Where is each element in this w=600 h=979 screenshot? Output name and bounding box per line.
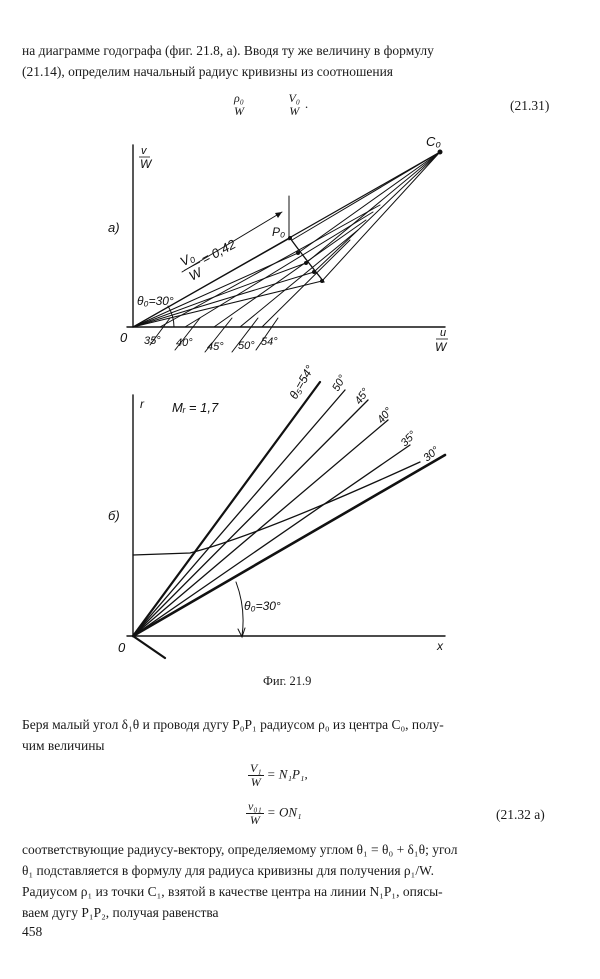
page-number: 458 (22, 924, 43, 939)
fraction-rho0-w: ρ₀ W (234, 91, 244, 118)
paragraph-1-line-1: на диаграмме годографа (фиг. 21.8, а). Вводя ту же величину в формулу (22, 43, 434, 58)
fraction-v0-w: V₀ W (288, 91, 301, 118)
fig-b-origin: 0 (118, 640, 126, 655)
paragraph-3-line-1: соответствующие радиусу-вектору, определяемому углом θ₁ = θ₀ + δ₁θ; угол (22, 842, 458, 857)
fig-a-angle-50: 50° (238, 340, 255, 352)
fig-a-vector-rest: = 0,42 (198, 236, 239, 267)
paragraph-2-line-2: чим величины (22, 738, 105, 753)
fig-b-ray-label-45: 45° (352, 386, 373, 407)
paragraph-2 (22, 714, 582, 756)
figure-21-9 (0, 125, 600, 665)
fig-a-center-label: C₀ (426, 134, 441, 149)
fig-b-ray-label-40: 40° (375, 405, 395, 426)
equation-21-32a: $\frac{\text{v₀₁}}{W}$ = ON₁ (248, 799, 302, 827)
fig-b-ray-label-35: 35° (398, 428, 419, 450)
paragraph-1-line-2: (21.14), определим начальный радиус кривизны из соотношения (22, 64, 394, 79)
fig-b-ray-54 (133, 382, 320, 636)
fig-b-ray-30 (133, 455, 445, 636)
paragraph-2-line-1: Беря малый угол δ₁θ и проводя дугу P₀P₁ радиусом ρ₀ из центра C₀, полу- (22, 717, 444, 732)
equation-number-21-32a: (21.32 а) (496, 807, 545, 822)
figure-caption: Фиг. 21.9 (263, 674, 312, 688)
paragraph-3-line-4: ваем дугу P₁P₂, получая равенства (22, 905, 219, 920)
fig-b-panel-label: б) (108, 508, 120, 523)
fig-a-origin: 0 (120, 330, 128, 345)
paragraph-1 (22, 40, 582, 82)
equation-21-31: ρ₀ W V₀ W . (234, 91, 309, 118)
fig-b-y-label: r (140, 397, 144, 411)
fig-b-ray-label-30: 30° (421, 444, 442, 465)
fig-a-vector-den: W (186, 264, 205, 284)
fig-a-y-label-top: v (141, 145, 147, 157)
paragraph-3-line-3: Радиусом ρ₁ из точки C₁, взятой в качестве центра на линии N₁P₁, опясы- (22, 884, 443, 899)
paragraph-3-line-2: θ₁ подставляется в формулу для радиуса кривизны для получения ρ₁/W. (22, 863, 434, 878)
fig-a-point-label: P₀ (272, 225, 286, 239)
equation-number-21-31: (21.31) (510, 98, 550, 113)
fig-b-x-label: x (437, 639, 443, 653)
fig-b-ray-label-50: 50° (330, 373, 349, 394)
fig-a-y-label-bottom: W (140, 157, 152, 171)
fig-a-theta-label: θ₀=30° (137, 294, 174, 308)
equation-v1: $\frac{\text{V₁}}{W}$ = N₁P₁, (250, 761, 308, 789)
fig-a-angle-35: 35° (144, 335, 161, 347)
fig-b-theta-label: θ₀=30° (244, 599, 281, 613)
paragraph-3 (22, 839, 582, 923)
fig-b-mach: Mᵣ = 1,7 (172, 400, 219, 415)
fig-a-x-label-top: u (440, 327, 447, 339)
fig-a-angle-45: 45° (207, 341, 224, 353)
fig-a-x-label-bottom: W (435, 340, 447, 354)
fig-a-angle-40: 40° (176, 337, 193, 349)
fig-a-panel-label: а) (108, 220, 120, 235)
fig-a-vector-num: V₀ (177, 249, 198, 270)
fig-b-ray-50 (133, 390, 345, 636)
fig-a-angle-54: 54° (261, 336, 278, 348)
fig-b-ray-label-54: θ₅=54° (286, 362, 317, 402)
